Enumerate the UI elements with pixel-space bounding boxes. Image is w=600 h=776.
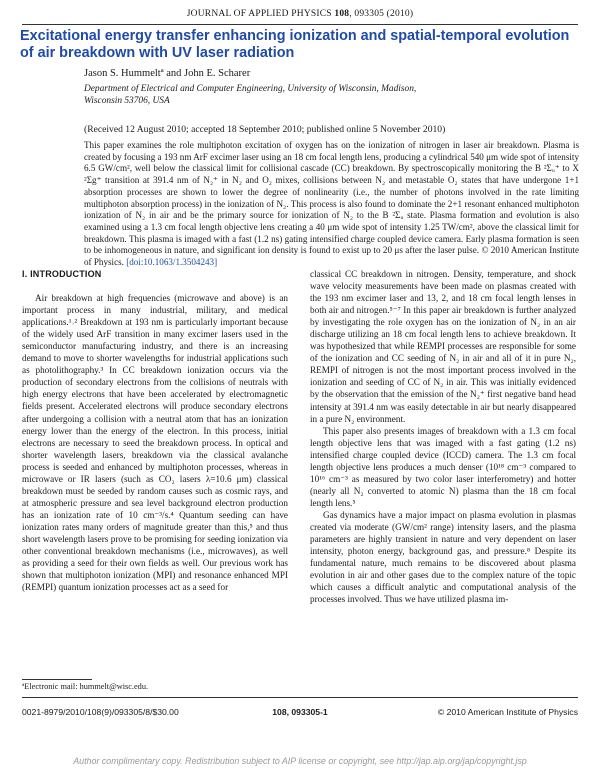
abstract-text: This paper examines the role multiphoton excitation of oxygen has on the ionization of nitrogen in laser air breakdown. Plasma is created by focusing a 193 nm ArF excimer laser using an 18 cm focal length lens, producing a cylindrical 540 μm wide spot of intensity 6.5 GW/cm², well below the classical limit for collisional cascade (CC) breakdown. By spectroscopically monitoring the B ²Σᵤ⁺ to X ²Σg⁺ transition at 391.4 nm of N₂⁺ in N₂ and O₂ mixes, collisions between N₂ and metastable O₂ states that have undergone 1+1 absorption processes are shown to lower the degree of nonlinearity (i.e., the number of photons involved in the rate limiting multiphoton absorption process) in the ionization of N₂. This process is also found to dominate the 2+1 resonant enhanced multiphoton ionization of N₂ in air and be the primary source for ionization of N₂ to the B ²Σᵤ state. Plasma formation and evolution is also examined using a 1.3 cm focal length objective lens creating a 40 μm wide spot of intensity 1.25 TW/cm², above the classical limit for breakdown. This plasma is imaged with a fast (1.2 ns) gating intensified charge coupled device camera. Early plasma formation is seen to be inhomogeneous in nature, and significant ion density is found to exist up to 20 μs after the laser pulse. © 2010 American Institute of Physics. — [84, 140, 579, 268]
page-number: 108, 093305-1 — [272, 707, 328, 717]
body-column-left — [22, 268, 288, 593]
received-dates: (Received 12 August 2010; accepted 18 September 2010; published online 5 November 2010) — [84, 124, 446, 135]
abstract — [84, 140, 579, 269]
doi-link[interactable]: [doi:10.1063/1.3504243] — [126, 257, 218, 268]
footnote-rule — [22, 679, 92, 680]
header-rule — [22, 24, 578, 25]
copyright-bar: Author complimentary copy. Redistribution subject to AIP license or copyright, see http://jap.aip.org/jap/copyright.jsp — [73, 756, 527, 766]
journal-volume: 108 — [334, 9, 350, 19]
affiliation-line: Department of Electrical and Computer Engineering, University of Wisconsin, Madison, — [84, 84, 417, 94]
footnote: ªElectronic mail: hummelt@wisc.edu. — [22, 682, 149, 691]
paragraph: classical CC breakdown in nitrogen. Density, temperature, and shock wave velocity measurements have been made on plasmas created with the 193 nm excimer laser and 13, 2, and 18 cm focal length lenses in both air and nitrogen.⁵⁻⁷ In this paper air breakdown is further analyzed by investigating the role oxygen has on the ionization of N₂ in an air discharge utilizing an 18 cm focal length lens to achieve breakdown. It was hypothesized that while REMPI processes are responsible for some of the ionization and CC seeding of N₂ in air and all of it in pure N₂, REMPI of nitrogen is not the most important process involved in the ionization and seeding of CC of N₂ in air. This was initially evidenced by the observation that the emission of the N₂⁺ first negative band head intensity at 391.4 nm was easily detectable in air but nearly disappeared in a pure N₂ environment. — [310, 269, 576, 424]
affiliation-line: Wisconsin 53706, USA — [84, 95, 170, 106]
paragraph: Gas dynamics have a major impact on plasma evolution in plasmas created via moderate (GW/cm² range) intensity lasers, and the plasma parameters are highly transient in nature and very dependent on laser intensity, photon energy, background gas, and pressure.⁸ Despite its fundamental nature, much remains to be discovered about plasma evolution in air and other gases due to the complex nature of the topic which causes a difficult analytic and computational analysis of the processes involved. Thus we have utilized plasma im- — [310, 509, 576, 605]
section-heading: I. INTRODUCTION — [22, 269, 102, 279]
paragraph: This paper also presents images of breakdown with a 1.3 cm focal length objective lens that was imaged with a fast gating (1.2 ns) intensified charge coupled device (ICCD) camera. The 1.3 cm focal length objective lens produces a much denser (10¹⁸ cm⁻³ compared to 10¹⁶ cm⁻³ as measured by two color laser interferometry) and hotter (nearly all N₂ converted to atomic N) plasma than the 18 cm focal length lens.⁵ — [310, 425, 576, 508]
footer-rule — [22, 697, 578, 698]
footer-left: 0021-8979/2010/108(9)/093305/8/$30.00 — [22, 707, 179, 717]
paragraph: Air breakdown at high frequencies (microwave and above) is an important process in many industrial, military, and medical applications.¹˒² Breakdown at 193 nm is particularly important because of the widely used ArF transition in many excimer lasers used in the semiconductor manufacturing industry, and there is an increasing demand to move to shorter wavelengths for industrial applications such as photolithography.³ In CC breakdown ionization occurs via the production of secondary electrons from the collisions of neutrals with high energy electrons that have been accelerated by electromagnetic fields present. Accelerated electrons will produce secondary electrons after undergoing a collision with a neutral atom that has an ionization energy lower than the energy of the electron. In this process, initial electrons are necessary to seed the breakdown process. In optical and shorter wavelength lasers, breakdown via the classical avalanche process is seeded and enhanced by multiphoton processes, whereas in microwave or IR lasers (such as CO₂ lasers λ=10.6 μm) classical breakdown must be seeded by random causes such as cosmic rays, and at atmospheric pressure and sea level background electron production has an ionization rate of 10 cm⁻³/s.⁴ Quantum seeding can have ionization rates many orders of magnitude greater than this,⁵ and thus short wavelength lasers prove to be promising for seeding ionization via other conventional breakdown mechanisms (i.e., microwaves), as well as providing a seed for their own fields as well. Our previous work has shown that multiphoton ionization (MPI) and resonance enhanced MPI (REMPI) quantum ionization processes act as a seed for — [22, 293, 288, 593]
author-list: Jason S. Hummeltª and John E. Scharer — [84, 68, 251, 79]
journal-name: JOURNAL OF APPLIED PHYSICS — [186, 9, 332, 19]
article-title: Excitational energy transfer enhancing ionization and spatial-temporal evolution of air breakdown with UV laser radiation — [20, 28, 570, 61]
footer-right: © 2010 American Institute of Physics — [437, 707, 578, 717]
running-header: JOURNAL OF APPLIED PHYSICS 108, 093305 (2010) — [186, 9, 414, 19]
body-column-right — [310, 268, 576, 605]
affiliation — [84, 84, 416, 107]
article-number: 093305 (2010) — [354, 9, 414, 19]
